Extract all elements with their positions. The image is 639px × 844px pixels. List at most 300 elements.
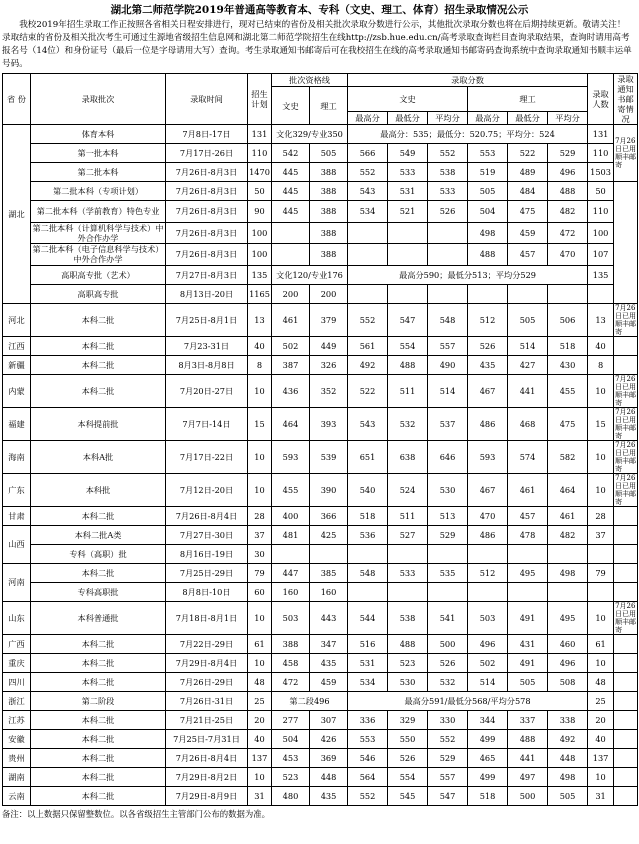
- table-row: [3, 525, 638, 544]
- score-cell: 484: [508, 182, 548, 201]
- mail-cell: 7月26日已用顺丰邮寄: [615, 374, 637, 407]
- plan-cell: 110: [248, 144, 272, 163]
- page-title: 湖北第二师范学院2019年普通高等教育本、专科（文史、理工、体育）招生录取情况公示: [110, 4, 529, 16]
- table-row: [3, 163, 638, 182]
- line-li-cell: 426: [310, 729, 348, 748]
- batch-cell: 第二批本科（电子信息科学与技术）中外合作办学: [32, 244, 164, 265]
- line-li-cell: 388: [310, 163, 348, 182]
- line-wen-cell: [272, 544, 310, 563]
- score-cell: 531: [348, 653, 388, 672]
- score-cell: [508, 582, 548, 601]
- line-wen-cell: 445: [272, 163, 310, 182]
- plan-cell: 37: [248, 525, 272, 544]
- score-cell: [428, 284, 468, 303]
- score-cell: 499: [468, 729, 508, 748]
- score-cell: 441: [508, 748, 548, 767]
- score-cell: 504: [468, 201, 508, 223]
- score-cell: 538: [388, 601, 428, 634]
- score-cell: 536: [348, 525, 388, 544]
- score-cell: 516: [348, 634, 388, 653]
- plan-cell: 30: [248, 544, 272, 563]
- score-cell: 499: [468, 767, 508, 786]
- batch-cell: 第二批本科（学前教育）特色专业: [31, 201, 166, 223]
- score-cell: 646: [428, 440, 468, 473]
- score-cell: 524: [388, 473, 428, 506]
- mail-cell: [614, 525, 638, 544]
- score-cell: 488: [548, 182, 588, 201]
- score-cell: 553: [348, 729, 388, 748]
- line-wen-cell: [272, 222, 310, 244]
- score-cell: 564: [348, 767, 388, 786]
- plan-cell: 25: [248, 691, 272, 710]
- time-cell: 7月22日-29日: [166, 634, 248, 653]
- line-li-cell: 425: [310, 525, 348, 544]
- count-cell: 10: [588, 374, 614, 407]
- plan-cell: 1165: [248, 284, 272, 303]
- plan-cell: 90: [248, 201, 272, 223]
- score-cell: 455: [548, 374, 588, 407]
- batch-cell: 第一批本科: [31, 144, 166, 163]
- province-cell: 广东: [3, 473, 31, 506]
- score-cell: 430: [548, 355, 588, 374]
- score-cell: 459: [508, 222, 548, 244]
- table-row: [3, 672, 638, 691]
- score-cell: 547: [388, 303, 428, 336]
- score-cell: [348, 244, 388, 266]
- time-cell: 7月20日-27日: [166, 374, 248, 407]
- score-cell: 497: [508, 767, 548, 786]
- score-cell: 472: [548, 222, 588, 244]
- line-li-cell: 366: [310, 506, 348, 525]
- plan-cell: 131: [248, 125, 272, 144]
- score-cell: 552: [428, 144, 468, 163]
- line-wen-cell: 388: [272, 634, 310, 653]
- count-cell: 107: [588, 244, 614, 266]
- line-li-cell: 385: [310, 563, 348, 582]
- line-li-cell: 448: [310, 767, 348, 786]
- score-cell: [508, 544, 548, 563]
- line-wen-cell: 400: [272, 506, 310, 525]
- batch-cell: 本科二批A类: [31, 525, 166, 544]
- score-cell: 553: [468, 144, 508, 163]
- score-cell: [468, 544, 508, 563]
- line-li-cell: 347: [310, 634, 348, 653]
- header-li-min: 最低分: [508, 112, 548, 125]
- plan-cell: 10: [248, 601, 272, 634]
- mail-cell: [614, 710, 638, 729]
- line-li-cell: 443: [310, 601, 348, 634]
- mail-cell: 7月26日已用顺丰邮寄: [614, 125, 638, 182]
- score-cell: 526: [388, 748, 428, 767]
- table-row: [3, 786, 638, 805]
- province-cell: 内蒙: [3, 374, 31, 407]
- province-cell: 浙江: [3, 691, 31, 710]
- count-cell: 10: [588, 767, 614, 786]
- score-cell: 488: [388, 634, 428, 653]
- table-row: [3, 601, 638, 634]
- batch-cell: 第二批本科（专项计划）: [31, 182, 166, 201]
- score-cell: 489: [508, 163, 548, 182]
- line-li-cell: 352: [310, 374, 348, 407]
- batch-cell: 本科二批: [31, 336, 166, 355]
- count-cell: 110: [588, 144, 614, 163]
- plan-cell: 60: [248, 582, 272, 601]
- score-cell: 547: [428, 786, 468, 805]
- score-cell: 488: [508, 729, 548, 748]
- plan-cell: 135: [248, 265, 272, 284]
- province-cell: 河南: [3, 563, 31, 601]
- batch-cell: 第二阶段: [31, 691, 166, 710]
- line-merged-cell: 第二段496: [272, 691, 348, 710]
- score-cell: 521: [388, 201, 428, 223]
- score-cell: 492: [548, 729, 588, 748]
- count-cell: 31: [588, 786, 614, 805]
- mail-cell: [614, 563, 638, 582]
- score-cell: 465: [468, 748, 508, 767]
- mail-cell: [614, 634, 638, 653]
- table-row: [3, 265, 638, 284]
- header-li-avg: 平均分: [548, 112, 588, 125]
- batch-cell: 本科二批: [31, 710, 166, 729]
- score-cell: 467: [468, 374, 508, 407]
- score-cell: 543: [348, 182, 388, 201]
- batch-cell: 本科二批: [31, 786, 166, 805]
- score-cell: 505: [468, 182, 508, 201]
- line-wen-cell: 447: [272, 563, 310, 582]
- mail-cell: 7月26日已用顺丰邮寄: [615, 601, 637, 634]
- province-cell: 江西: [3, 336, 31, 355]
- score-cell: 537: [428, 407, 468, 440]
- plan-cell: 79: [248, 563, 272, 582]
- score-cell: 448: [548, 748, 588, 767]
- line-wen-cell: 453: [272, 748, 310, 767]
- time-cell: 7月26日-8月3日: [166, 182, 248, 201]
- time-cell: 7月8日-17日: [166, 125, 248, 144]
- score-cell: 486: [468, 407, 508, 440]
- score-cell: 496: [468, 634, 508, 653]
- score-cell: [388, 544, 428, 563]
- score-cell: 533: [388, 163, 428, 182]
- score-cell: 488: [468, 244, 508, 266]
- score-cell: 457: [508, 506, 548, 525]
- line-wen-cell: 593: [272, 440, 310, 473]
- line-wen-cell: 458: [272, 653, 310, 672]
- time-cell: 8月16日-19日: [166, 544, 248, 563]
- score-cell: 557: [428, 767, 468, 786]
- score-cell: 488: [388, 355, 428, 374]
- score-cell: 336: [348, 710, 388, 729]
- count-cell: 1503: [588, 163, 614, 182]
- score-cell: 461: [548, 506, 588, 525]
- score-cell: [348, 582, 388, 601]
- mail-cell: [614, 336, 638, 355]
- score-cell: 427: [508, 355, 548, 374]
- count-cell: 20: [588, 710, 614, 729]
- mail-cell: [614, 582, 638, 601]
- province-cell: 湖北: [3, 125, 31, 304]
- plan-cell: 13: [248, 303, 272, 336]
- time-cell: 8月8日-10日: [166, 582, 248, 601]
- score-cell: 495: [508, 563, 548, 582]
- table-row: [3, 125, 638, 144]
- batch-cell: 本科普通批: [31, 601, 166, 634]
- time-cell: 7月26日-8月3日: [166, 222, 248, 244]
- time-cell: 7月29日-8月4日: [166, 653, 248, 672]
- time-cell: 7月29日-8月9日: [166, 786, 248, 805]
- line-wen-cell: 445: [272, 182, 310, 201]
- score-cell: 490: [428, 355, 468, 374]
- score-cell: 593: [468, 440, 508, 473]
- plan-cell: 15: [248, 407, 272, 440]
- score-cell: 574: [508, 440, 548, 473]
- score-cell: 534: [348, 672, 388, 691]
- time-cell: 7月27日-30日: [166, 525, 248, 544]
- score-cell: 498: [548, 767, 588, 786]
- province-cell: 河北: [3, 303, 31, 336]
- mail-cell: [614, 748, 638, 767]
- header-wen-max: 最高分: [348, 112, 388, 125]
- score-cell: 506: [548, 303, 588, 336]
- batch-cell: 本科A批: [31, 440, 166, 473]
- header-score: 录取分数: [348, 74, 588, 87]
- count-cell: 40: [588, 336, 614, 355]
- score-cell: 514: [468, 672, 508, 691]
- score-cell: 552: [348, 303, 388, 336]
- score-cell: 505: [508, 672, 548, 691]
- score-cell: 468: [508, 407, 548, 440]
- batch-cell: 本科二批: [31, 672, 166, 691]
- plan-cell: 31: [248, 786, 272, 805]
- batch-cell: 高职高专批（艺术）: [31, 265, 166, 284]
- line-wen-cell: 464: [272, 407, 310, 440]
- score-cell: 337: [508, 710, 548, 729]
- score-cell: 441: [508, 374, 548, 407]
- time-cell: 8月13日-20日: [166, 284, 248, 303]
- score-cell: 470: [468, 506, 508, 525]
- score-cell: [348, 544, 388, 563]
- table-header: [3, 74, 638, 125]
- batch-cell: 专科（高职）批: [31, 544, 166, 563]
- plan-cell: 100: [248, 244, 272, 266]
- score-cell: [468, 284, 508, 303]
- score-cell: 534: [348, 201, 388, 223]
- plan-cell: 100: [248, 222, 272, 244]
- table-row: [3, 336, 638, 355]
- batch-cell: 本科二批: [31, 634, 166, 653]
- plan-cell: 8: [248, 355, 272, 374]
- score-cell: 651: [348, 440, 388, 473]
- line-wen-cell: [272, 244, 310, 266]
- count-cell: [588, 582, 614, 601]
- score-cell: [428, 582, 468, 601]
- time-cell: 7月27日-8月3日: [166, 265, 248, 284]
- count-cell: 131: [588, 125, 614, 144]
- batch-cell: 本科二批: [31, 729, 166, 748]
- line-li-cell: 393: [310, 407, 348, 440]
- line-li-cell: 388: [310, 222, 348, 244]
- table-row: [3, 582, 638, 601]
- province-cell: 四川: [3, 672, 31, 691]
- score-cell: 464: [548, 473, 588, 506]
- score-cell: 330: [428, 710, 468, 729]
- province-cell: 贵州: [3, 748, 31, 767]
- count-cell: [588, 544, 614, 563]
- plan-cell: 20: [248, 710, 272, 729]
- province-cell: 云南: [3, 786, 31, 805]
- line-li-cell: 435: [310, 653, 348, 672]
- table-row: [3, 748, 638, 767]
- count-cell: 15: [588, 407, 614, 440]
- province-cell: 山西: [3, 525, 31, 563]
- line-wen-cell: 461: [272, 303, 310, 336]
- time-cell: 7月18日-8月1日: [166, 601, 248, 634]
- score-cell: 582: [548, 440, 588, 473]
- score-cell: 518: [348, 506, 388, 525]
- line-li-cell: [310, 544, 348, 563]
- count-cell: 135: [588, 265, 614, 284]
- header-mail: 录取通知书邮寄情况: [614, 74, 638, 125]
- score-cell: 491: [508, 653, 548, 672]
- line-wen-cell: 445: [272, 201, 310, 223]
- header-province: 省 份: [3, 74, 31, 125]
- score-cell: [388, 244, 428, 266]
- score-cell: 495: [548, 601, 588, 634]
- line-wen-cell: 436: [272, 374, 310, 407]
- count-cell: 40: [588, 729, 614, 748]
- table-row: [3, 691, 638, 710]
- score-merged-cell: 最高分590；最低分513；平均分529: [348, 265, 588, 284]
- score-cell: 526: [468, 336, 508, 355]
- score-cell: 541: [428, 601, 468, 634]
- line-li-cell: 369: [310, 748, 348, 767]
- score-cell: 500: [508, 786, 548, 805]
- score-cell: 526: [428, 653, 468, 672]
- line-wen-cell: 387: [272, 355, 310, 374]
- table-row: [3, 653, 638, 672]
- province-cell: 安徽: [3, 729, 31, 748]
- score-cell: 482: [548, 201, 588, 223]
- score-cell: 486: [468, 525, 508, 544]
- count-cell: 61: [588, 634, 614, 653]
- line-wen-cell: 542: [272, 144, 310, 163]
- score-cell: [548, 284, 588, 303]
- score-cell: 638: [388, 440, 428, 473]
- time-cell: 7月25日-7月31日: [166, 729, 248, 748]
- province-cell: 海南: [3, 440, 31, 473]
- time-cell: 7月29日-8月2日: [166, 767, 248, 786]
- table-row: [3, 563, 638, 582]
- count-cell: [588, 284, 614, 303]
- batch-cell: 本科二批: [31, 563, 166, 582]
- count-cell: 13: [588, 303, 614, 336]
- table-row: [3, 182, 638, 201]
- mail-cell: [614, 544, 638, 563]
- line-merged-cell: 文化329/专业350: [272, 125, 348, 144]
- score-cell: 532: [428, 672, 468, 691]
- score-cell: 533: [428, 182, 468, 201]
- score-cell: 435: [468, 355, 508, 374]
- plan-cell: 50: [248, 182, 272, 201]
- score-cell: 467: [468, 473, 508, 506]
- score-cell: 461: [508, 473, 548, 506]
- line-li-cell: 435: [310, 786, 348, 805]
- time-cell: 7月26日-8月3日: [166, 163, 248, 182]
- score-cell: [388, 582, 428, 601]
- score-cell: 329: [388, 710, 428, 729]
- line-li-cell: 388: [310, 244, 348, 266]
- batch-cell: 第二批本科: [31, 163, 166, 182]
- time-cell: 7月26日-8月3日: [166, 244, 248, 266]
- score-cell: 522: [508, 144, 548, 163]
- score-cell: 511: [388, 506, 428, 525]
- score-cell: 522: [348, 374, 388, 407]
- score-cell: 531: [388, 182, 428, 201]
- time-cell: 7月26日-8月4日: [166, 748, 248, 767]
- score-cell: 519: [468, 163, 508, 182]
- score-cell: 508: [548, 672, 588, 691]
- score-cell: 460: [548, 634, 588, 653]
- line-wen-cell: 503: [272, 601, 310, 634]
- count-cell: 137: [588, 748, 614, 767]
- plan-cell: 10: [248, 653, 272, 672]
- plan-cell: 40: [248, 336, 272, 355]
- score-cell: [548, 582, 588, 601]
- table-row: [3, 374, 638, 407]
- intro-paragraph-1: 我校2019年招生录取工作正按照各省相关日程安排进行，现对已结束的省份及相关批次录取分数进行公示，其他批次录取分数也将在后期持续更新。敬请关注！: [19, 20, 626, 30]
- admission-table: [2, 73, 638, 806]
- table-row: [3, 355, 638, 374]
- score-cell: 518: [548, 336, 588, 355]
- line-li-cell: 160: [310, 582, 348, 601]
- province-cell: 山东: [3, 601, 31, 634]
- score-cell: 498: [548, 563, 588, 582]
- plan-cell: 40: [248, 729, 272, 748]
- mail-cell: 7月26日已用顺丰邮寄: [615, 303, 637, 336]
- score-cell: 502: [468, 653, 508, 672]
- header-wenshi: 文史: [348, 87, 468, 112]
- score-cell: [428, 244, 468, 266]
- count-cell: 79: [588, 563, 614, 582]
- score-cell: [468, 582, 508, 601]
- count-cell: 48: [588, 672, 614, 691]
- time-cell: 7月26日-31日: [166, 691, 248, 710]
- table-row: [3, 303, 638, 336]
- line-wen-cell: 502: [272, 336, 310, 355]
- score-cell: 552: [428, 729, 468, 748]
- batch-cell: 本科二批: [31, 506, 166, 525]
- line-wen-cell: 160: [272, 582, 310, 601]
- province-cell: 广西: [3, 634, 31, 653]
- count-cell: 10: [588, 653, 614, 672]
- line-li-cell: 505: [310, 144, 348, 163]
- score-cell: 554: [388, 336, 428, 355]
- table-row: [3, 767, 638, 786]
- plan-cell: 10: [248, 473, 272, 506]
- score-cell: 550: [388, 729, 428, 748]
- mail-cell: 7月26日已用顺丰邮寄: [615, 440, 637, 473]
- header-plan: 招生计划: [248, 74, 272, 125]
- score-cell: 491: [508, 601, 548, 634]
- time-cell: 7月12日-20日: [166, 473, 248, 506]
- score-cell: 530: [428, 473, 468, 506]
- table-row: [3, 710, 638, 729]
- table-row: [3, 729, 638, 748]
- score-cell: 526: [428, 201, 468, 223]
- time-cell: 7月17日-26日: [166, 144, 248, 163]
- score-cell: 529: [548, 144, 588, 163]
- plan-cell: 137: [248, 748, 272, 767]
- score-cell: 554: [388, 767, 428, 786]
